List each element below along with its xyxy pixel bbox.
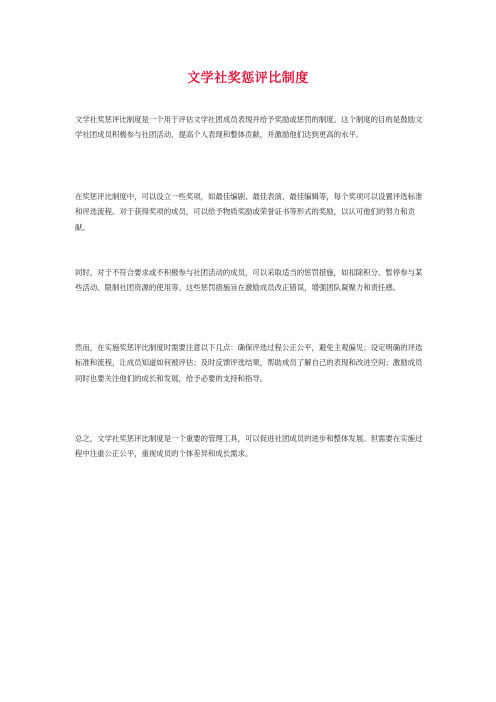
paragraph-summary: 总之，文学社奖惩评比制度是一个重要的管理工具，可以促进社团成员的进步和整体发展。但需要在实施过程中注重公正公平，重视成员的个体差异和成长需求。 bbox=[75, 434, 423, 459]
paragraph-notes: 然而，在实施奖惩评比制度时需要注意以下几点：确保评选过程公正公平，避免主观偏见；设定明确的评选标准和流程，让成员知道如何被评估；及时反馈评选结果，帮助成员了解自己的表现和改进空间；激励成员同时也要关注他们的成长和发展，给予必要的支持和指导。 bbox=[75, 343, 423, 383]
document-title: 文学社奖惩评比制度 bbox=[187, 71, 309, 86]
paragraph-penalties: 同时，对于不符合要求或不积极参与社团活动的成员，可以采取适当的惩罚措施，如扣除积分、暂停参与某些活动、限制社团资源的使用等。这些惩罚措施旨在激励成员改正错误，增强团队凝聚力和责任感。 bbox=[75, 268, 423, 293]
paragraph-intro: 文学社奖惩评比制度是一个用于评估文学社团成员表现并给予奖励或惩罚的制度。这个制度的目的是鼓励文学社团成员积极参与社团活动，提高个人表现和整体贡献，并激励他们达到更高的水平。 bbox=[75, 115, 423, 140]
paragraph-awards: 在奖惩评比制度中，可以设立一些奖项，如最佳编剧、最佳表演、最佳编辑等，每个奖项可以设置评选标准和评选流程。对于获得奖项的成员，可以给予物质奖励或荣誉证书等形式的奖励，以认可他们的努力和贡献。 bbox=[75, 192, 423, 232]
